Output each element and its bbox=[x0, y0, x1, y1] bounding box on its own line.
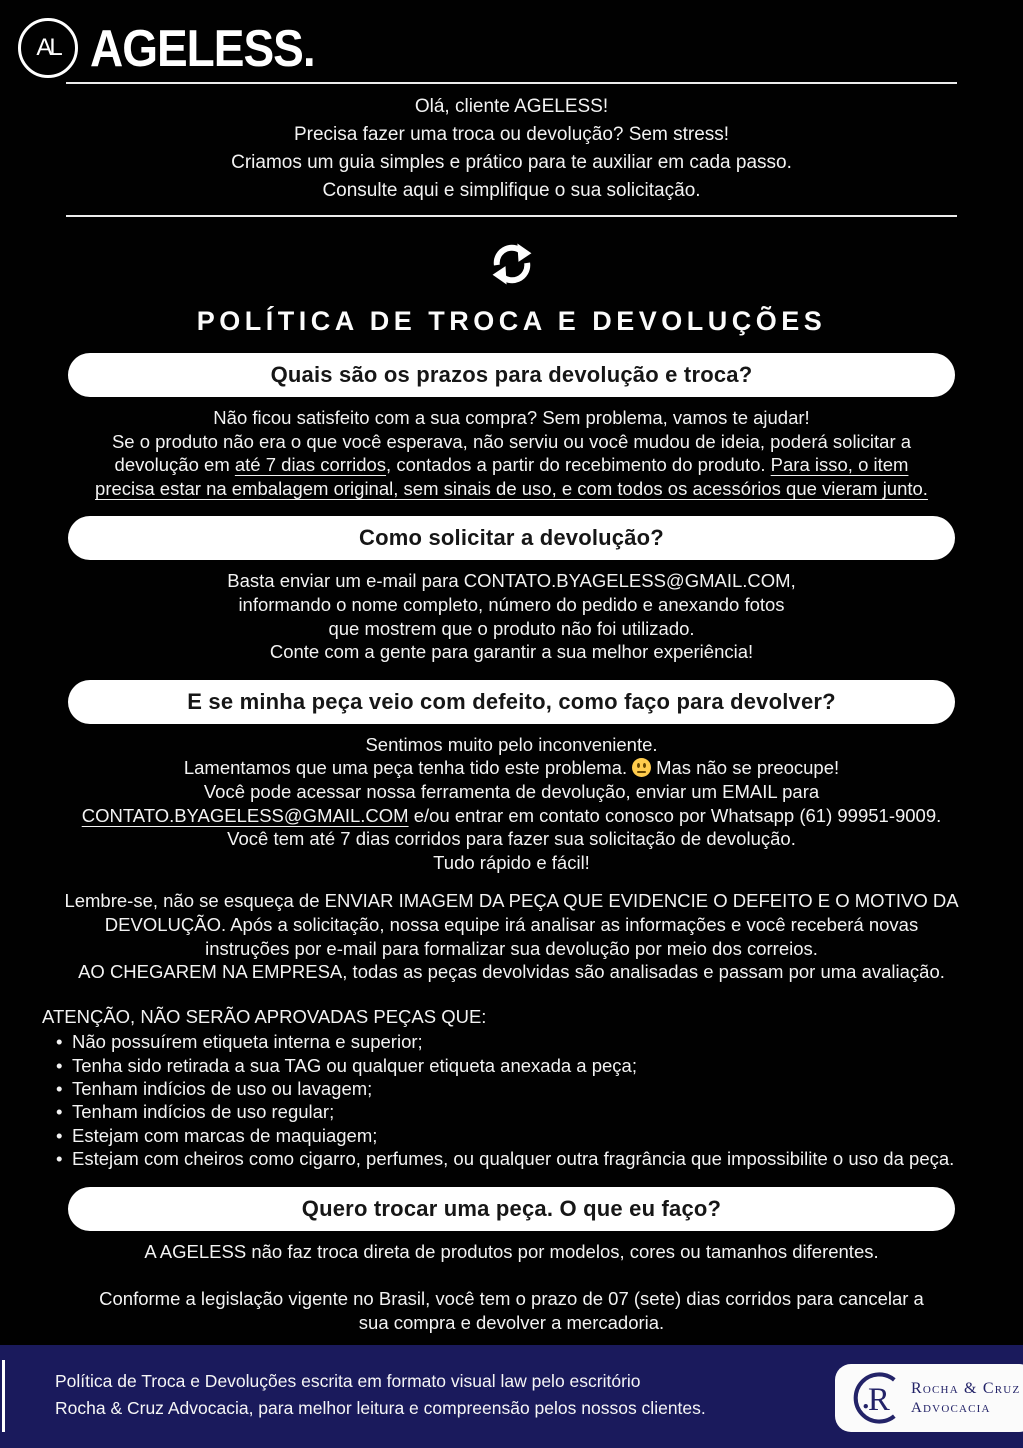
brand-monogram-letters: AL bbox=[36, 34, 60, 61]
list-item: • Tenham indícios de uso ou lavagem; bbox=[42, 1077, 977, 1100]
text-line bbox=[0, 453, 1023, 477]
reminder-note bbox=[0, 889, 1023, 983]
text-line: Política de Troca e Devoluções escrita em formato visual law pelo escritório bbox=[55, 1371, 641, 1391]
text-line: Basta enviar um e-mail para CONTATO.BYAGELESS@GMAIL.COM, bbox=[227, 570, 796, 592]
intro-line: Consulte aqui e simplifique o sua solicitação. bbox=[322, 180, 701, 201]
list-item: • Tenha sido retirada a sua TAG ou qualquer etiqueta anexada a peça; bbox=[42, 1054, 977, 1077]
text-segment: Mas não se preocupe! bbox=[656, 757, 840, 779]
s4-body bbox=[0, 1240, 1023, 1264]
section-heading-text: Como solicitar a devolução? bbox=[359, 525, 664, 551]
text-segment: e/ou entrar em contato conosco por Whatsapp (61) 99951-9009. bbox=[408, 804, 942, 826]
svg-text:R: R bbox=[868, 1381, 890, 1418]
text-segment: devolução em bbox=[114, 454, 235, 476]
section-heading-prazos bbox=[68, 353, 955, 397]
law-firm-name: Rocha & Cruz bbox=[911, 1379, 1021, 1397]
list-item: • Estejam com marcas de maquiagem; bbox=[42, 1124, 977, 1147]
section-heading-text: Quero trocar uma peça. O que eu faço? bbox=[301, 1195, 722, 1221]
neutral-face-emoji bbox=[632, 758, 651, 777]
text-line: Rocha & Cruz Advocacia, para melhor leitura e compreensão pelos nossos clientes. bbox=[55, 1398, 706, 1418]
brand-monogram-icon bbox=[18, 18, 78, 78]
header bbox=[0, 0, 1023, 82]
s1-body bbox=[0, 406, 1023, 500]
s2-body bbox=[0, 569, 1023, 663]
section-heading-defeito bbox=[68, 680, 955, 724]
law-firm-badge bbox=[835, 1364, 1023, 1432]
text-line: Tudo rápido e fácil! bbox=[433, 851, 590, 873]
text-line bbox=[0, 756, 1023, 780]
refresh-icon bbox=[485, 237, 539, 291]
rocha-cruz-monogram-icon bbox=[849, 1369, 907, 1427]
intro-line: Precisa fazer uma troca ou devolução? Sem stress! bbox=[293, 124, 730, 145]
section-heading-trocar bbox=[68, 1187, 955, 1231]
law-firm-type: Advocacia bbox=[911, 1399, 991, 1416]
refresh-icon-wrap bbox=[0, 237, 1023, 293]
s3-body bbox=[0, 733, 1023, 875]
divider-bottom bbox=[66, 215, 957, 217]
text-line: Não ficou satisfeito com a sua compra? Sem problema, vamos te ajudar! bbox=[213, 407, 810, 428]
list-item: • Tenham indícios de uso regular; bbox=[42, 1100, 977, 1123]
intro-text bbox=[0, 93, 1023, 205]
list-item: • Estejam com cheiros como cigarro, perfumes, ou qualquer outra fragrância que impossibilite o uso da peça. bbox=[42, 1147, 977, 1170]
underlined-text: Para isso, o item bbox=[770, 454, 909, 476]
footer bbox=[0, 1345, 1023, 1448]
intro-line: Criamos um guia simples e prático para te auxiliar em cada passo. bbox=[231, 152, 792, 173]
text-line: Você tem até 7 dias corridos para fazer sua solicitação de devolução. bbox=[227, 828, 796, 850]
text-line bbox=[0, 804, 1023, 828]
text-segment: Lamentamos que uma peça tenha tido este problema. bbox=[183, 757, 628, 779]
attention-list bbox=[42, 1030, 1023, 1170]
text-segment: , contados a partir do recebimento do produto. bbox=[386, 454, 771, 476]
section-heading-text: E se minha peça veio com defeito, como faço para devolver? bbox=[187, 688, 836, 714]
section-heading-como-solicitar bbox=[68, 516, 955, 560]
intro-line: Olá, cliente AGELESS! bbox=[414, 96, 609, 117]
text-line: Sentimos muito pelo inconveniente. bbox=[365, 733, 658, 755]
text-line: sua compra e devolver a mercadoria. bbox=[358, 1311, 665, 1333]
brand-wordmark: AGELESS. bbox=[90, 18, 315, 78]
text-line bbox=[0, 477, 1023, 501]
text-line: instruções por e-mail para formalizar sua devolução por meio dos correios. bbox=[205, 937, 818, 959]
text-line: Lembre-se, não se esqueça de ENVIAR IMAGEM DA PEÇA QUE EVIDENCIE O DEFEITO E O MOTIVO DA bbox=[64, 890, 959, 912]
text-line: A AGELESS não faz troca direta de produtos por modelos, cores ou tamanhos diferentes. bbox=[144, 1240, 879, 1262]
text-line: AO CHEGAREM NA EMPRESA, todas as peças devolvidas são analisadas e passam por uma avaliação. bbox=[78, 961, 945, 983]
divider-top bbox=[66, 82, 957, 84]
footer-left-accent bbox=[2, 1360, 5, 1432]
text-line: que mostrem que o produto não foi utilizado. bbox=[328, 617, 695, 639]
text-line: informando o nome completo, número do pedido e anexando fotos bbox=[238, 593, 785, 615]
s4-legal bbox=[0, 1287, 1023, 1334]
text-line: Se o produto não era o que você esperava, não serviu ou você mudou de ideia, poderá solicitar a bbox=[111, 430, 912, 452]
text-line: DEVOLUÇÃO. Após a solicitação, nossa equipe irá analisar as informações e você receberá novas bbox=[104, 913, 919, 935]
attention-block bbox=[42, 1005, 1023, 1171]
attention-heading: ATENÇÃO, NÃO SERÃO APROVADAS PEÇAS QUE: bbox=[42, 1005, 487, 1027]
section-heading-text: Quais são os prazos para devolução e troca? bbox=[270, 362, 753, 387]
text-line: Conforme a legislação vigente no Brasil, você tem o prazo de 07 (sete) dias corridos para cancelar a bbox=[99, 1288, 924, 1310]
email-underlined: CONTATO.BYAGELESS@GMAIL.COM bbox=[81, 804, 409, 826]
underlined-text: precisa estar na embalagem original, sem sinais de uso, e com todos os acessórios que vieram junto. bbox=[95, 477, 928, 499]
underlined-text: até 7 dias corridos bbox=[234, 454, 387, 476]
law-firm-name-block bbox=[911, 1379, 1020, 1418]
footer-credit bbox=[55, 1368, 706, 1422]
page-title: POLÍTICA DE TROCA E DEVOLUÇÕES bbox=[196, 306, 827, 336]
text-line: Conte com a gente para garantir a sua melhor experiência! bbox=[269, 641, 754, 663]
text-line: Você pode acessar nossa ferramenta de devolução, enviar um EMAIL para bbox=[203, 780, 820, 802]
list-item: • Não possuírem etiqueta interna e superior; bbox=[42, 1030, 977, 1053]
